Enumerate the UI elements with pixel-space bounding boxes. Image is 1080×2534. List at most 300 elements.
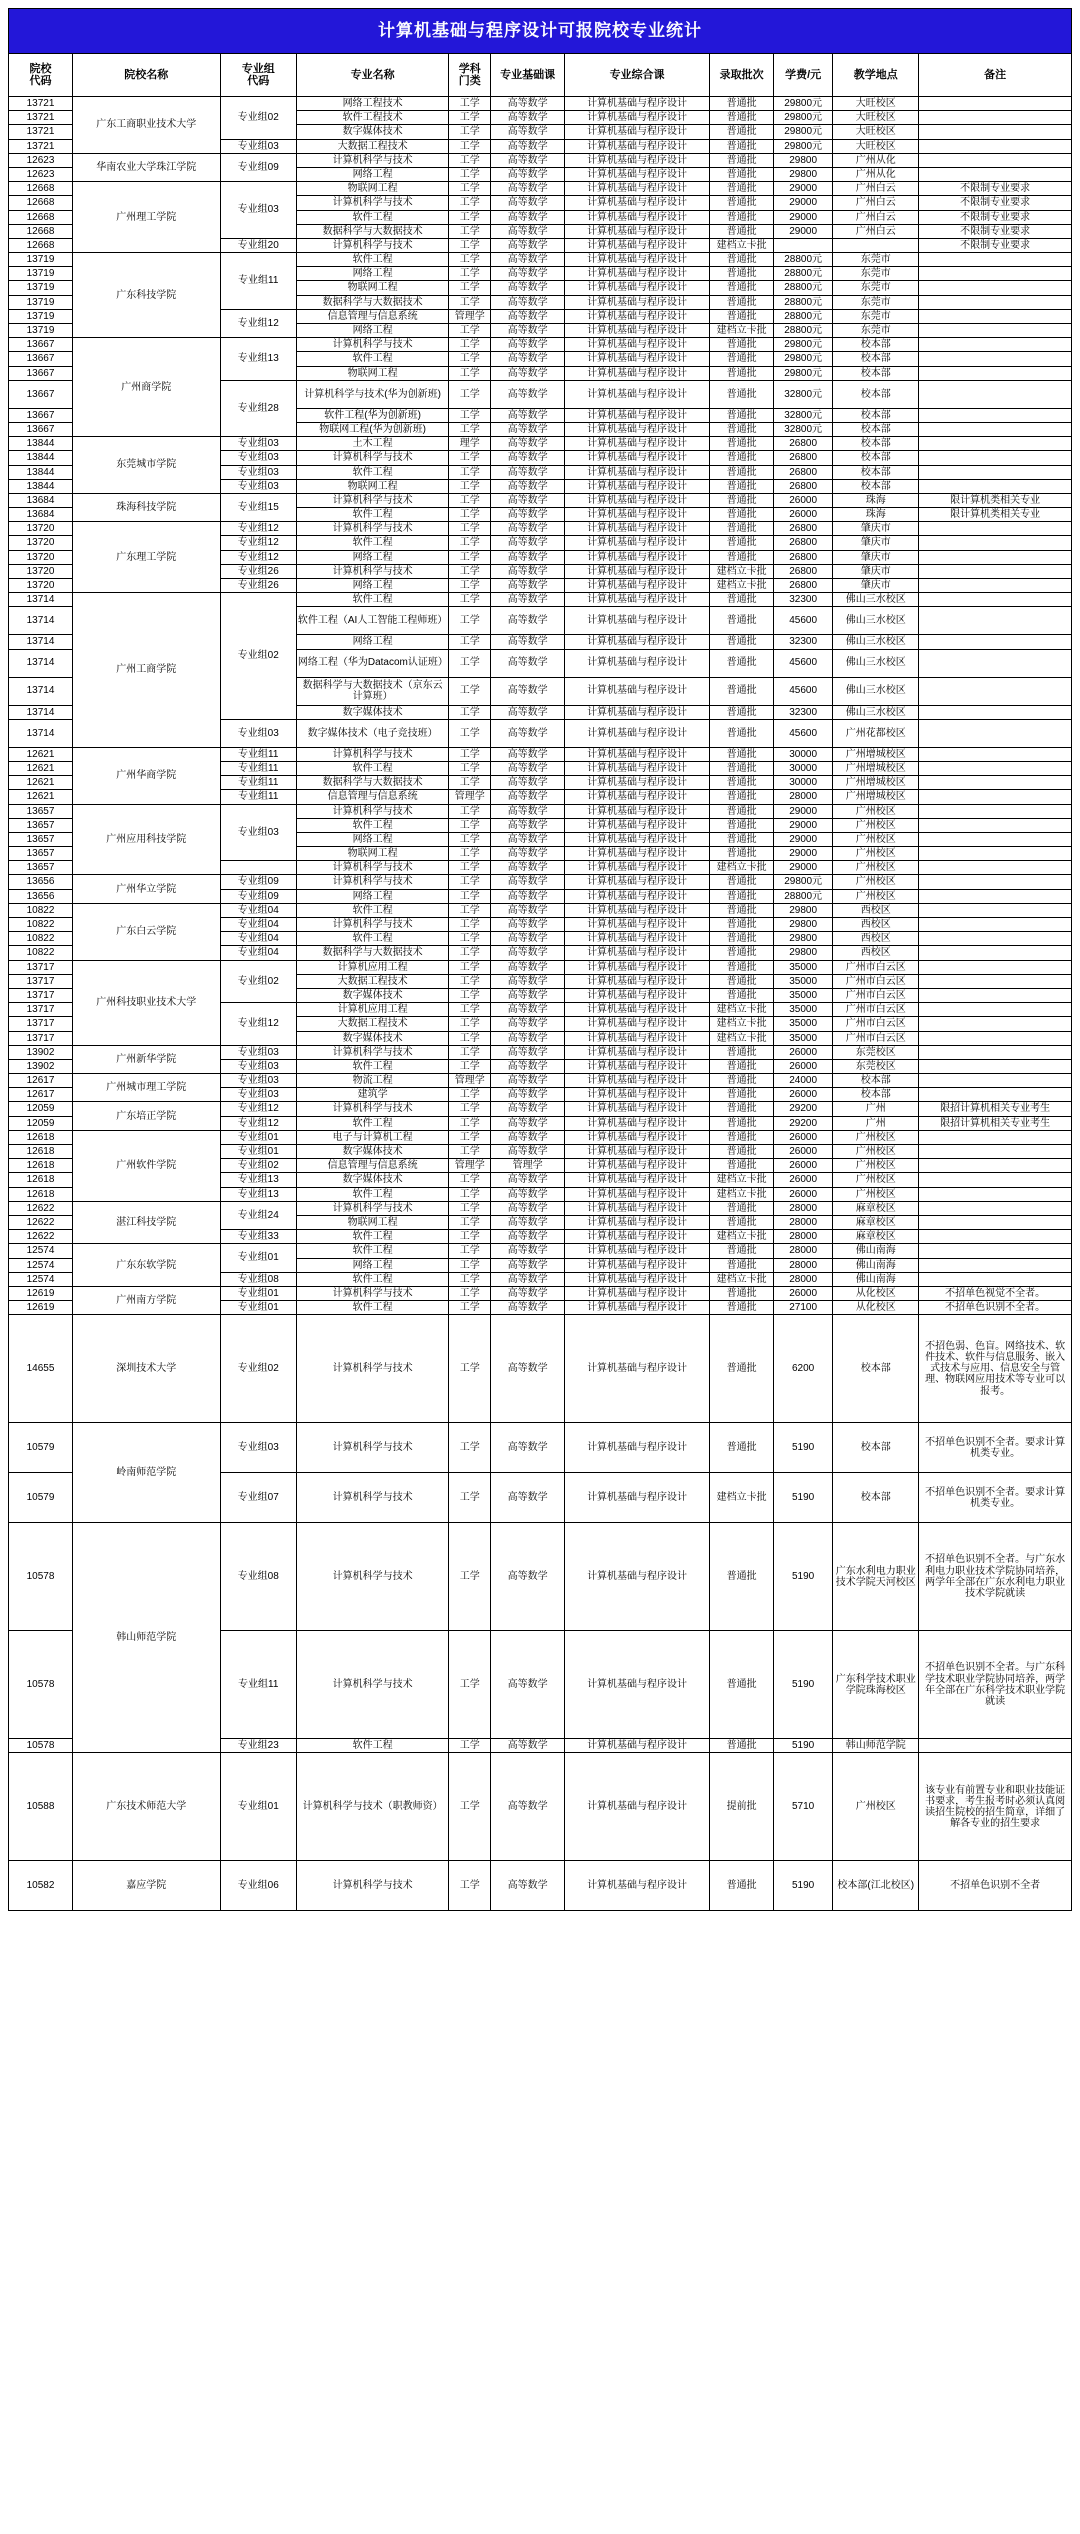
cell-major-name: 计算机科学与技术 bbox=[296, 196, 449, 210]
cell-base-course: 高等数学 bbox=[491, 267, 565, 281]
cell-admission-batch: 普通批 bbox=[710, 889, 774, 903]
cell-discipline: 工学 bbox=[449, 635, 491, 649]
cell-discipline: 工学 bbox=[449, 705, 491, 719]
cell-major-name: 数字媒体技术 bbox=[296, 1173, 449, 1187]
cell-group-code: 专业组02 bbox=[220, 1315, 296, 1423]
cell-remark bbox=[919, 776, 1072, 790]
cell-school-code: 12668 bbox=[9, 196, 73, 210]
cell-remark: 不招单色视觉不全者。 bbox=[919, 1286, 1072, 1300]
cell-base-course: 高等数学 bbox=[491, 182, 565, 196]
cell-base-course: 高等数学 bbox=[491, 1003, 565, 1017]
cell-discipline: 工学 bbox=[449, 818, 491, 832]
cell-school-code: 13684 bbox=[9, 493, 73, 507]
cell-tuition: 32800元 bbox=[774, 380, 833, 408]
cell-comprehensive-course: 计算机基础与程序设计 bbox=[564, 649, 709, 677]
cell-teaching-location: 广州校区 bbox=[833, 818, 919, 832]
cell-school-name: 广东工商职业技术大学 bbox=[72, 97, 220, 154]
cell-group-code: 专业组11 bbox=[220, 253, 296, 310]
cell-teaching-location: 麻章校区 bbox=[833, 1201, 919, 1215]
cell-major-name: 物联网工程 bbox=[296, 182, 449, 196]
table-row bbox=[9, 875, 1072, 889]
cell-remark bbox=[919, 804, 1072, 818]
cell-admission-batch: 普通批 bbox=[710, 1244, 774, 1258]
cell-remark bbox=[919, 338, 1072, 352]
cell-major-name: 网络工程 bbox=[296, 167, 449, 181]
cell-teaching-location: 广州市白云区 bbox=[833, 960, 919, 974]
cell-tuition: 29800元 bbox=[774, 338, 833, 352]
cell-group-code: 专业组04 bbox=[220, 932, 296, 946]
cell-admission-batch: 普通批 bbox=[710, 465, 774, 479]
cell-major-name: 计算机科学与技术 bbox=[296, 804, 449, 818]
cell-group-code: 专业组12 bbox=[220, 550, 296, 564]
cell-comprehensive-course: 计算机基础与程序设计 bbox=[564, 1145, 709, 1159]
cell-base-course: 高等数学 bbox=[491, 1523, 565, 1631]
cell-comprehensive-course: 计算机基础与程序设计 bbox=[564, 324, 709, 338]
cell-school-name: 广州新华学院 bbox=[72, 1045, 220, 1073]
cell-major-name: 计算机科学与技术 bbox=[296, 1523, 449, 1631]
cell-tuition: 26000 bbox=[774, 1286, 833, 1300]
cell-comprehensive-course: 计算机基础与程序设计 bbox=[564, 408, 709, 422]
table-row bbox=[9, 1201, 1072, 1215]
cell-base-course: 高等数学 bbox=[491, 875, 565, 889]
cell-group-code: 专业组12 bbox=[220, 522, 296, 536]
cell-discipline: 工学 bbox=[449, 196, 491, 210]
cell-discipline: 工学 bbox=[449, 408, 491, 422]
cell-major-name: 土木工程 bbox=[296, 437, 449, 451]
cell-remark bbox=[919, 918, 1072, 932]
cell-discipline: 工学 bbox=[449, 1130, 491, 1144]
cell-comprehensive-course: 计算机基础与程序设计 bbox=[564, 776, 709, 790]
cell-school-code: 13720 bbox=[9, 522, 73, 536]
cell-school-code: 13719 bbox=[9, 281, 73, 295]
cell-admission-batch: 普通批 bbox=[710, 847, 774, 861]
cell-base-course: 高等数学 bbox=[491, 508, 565, 522]
column-header-5: 专业基础课 bbox=[491, 54, 565, 97]
cell-school-code: 13844 bbox=[9, 465, 73, 479]
cell-major-name: 软件工程 bbox=[296, 465, 449, 479]
cell-admission-batch: 普通批 bbox=[710, 1159, 774, 1173]
cell-admission-batch: 普通批 bbox=[710, 818, 774, 832]
table-row bbox=[9, 338, 1072, 352]
column-header-2: 专业组 代码 bbox=[220, 54, 296, 97]
cell-major-name: 电子与计算机工程 bbox=[296, 1130, 449, 1144]
cell-comprehensive-course: 计算机基础与程序设计 bbox=[564, 593, 709, 607]
column-header-9: 教学地点 bbox=[833, 54, 919, 97]
cell-school-code: 10578 bbox=[9, 1631, 73, 1739]
cell-comprehensive-course: 计算机基础与程序设计 bbox=[564, 804, 709, 818]
cell-teaching-location: 东莞市 bbox=[833, 253, 919, 267]
cell-discipline: 工学 bbox=[449, 889, 491, 903]
cell-school-code: 12622 bbox=[9, 1201, 73, 1215]
cell-school-code: 13657 bbox=[9, 861, 73, 875]
cell-discipline: 工学 bbox=[449, 1145, 491, 1159]
cell-admission-batch: 普通批 bbox=[710, 153, 774, 167]
cell-admission-batch: 普通批 bbox=[710, 408, 774, 422]
cell-admission-batch: 普通批 bbox=[710, 903, 774, 917]
cell-discipline: 工学 bbox=[449, 918, 491, 932]
table-row bbox=[9, 1523, 1072, 1631]
cell-major-name: 信息管理与信息系统 bbox=[296, 1159, 449, 1173]
cell-admission-batch: 普通批 bbox=[710, 946, 774, 960]
cell-tuition: 5710 bbox=[774, 1753, 833, 1861]
cell-remark bbox=[919, 1272, 1072, 1286]
cell-comprehensive-course: 计算机基础与程序设计 bbox=[564, 903, 709, 917]
cell-comprehensive-course: 计算机基础与程序设计 bbox=[564, 1017, 709, 1031]
cell-comprehensive-course: 计算机基础与程序设计 bbox=[564, 111, 709, 125]
cell-school-name: 东莞城市学院 bbox=[72, 437, 220, 494]
cell-comprehensive-course: 计算机基础与程序设计 bbox=[564, 267, 709, 281]
cell-school-code: 13717 bbox=[9, 974, 73, 988]
cell-discipline: 工学 bbox=[449, 1423, 491, 1473]
cell-school-code: 10822 bbox=[9, 903, 73, 917]
cell-group-code bbox=[220, 861, 296, 875]
cell-base-course: 高等数学 bbox=[491, 1258, 565, 1272]
cell-tuition: 28800元 bbox=[774, 309, 833, 323]
cell-group-code: 专业组03 bbox=[220, 1059, 296, 1073]
cell-tuition: 29000 bbox=[774, 804, 833, 818]
cell-school-code: 12623 bbox=[9, 167, 73, 181]
cell-teaching-location: 广州市白云区 bbox=[833, 1003, 919, 1017]
cell-group-code: 专业组33 bbox=[220, 1230, 296, 1244]
cell-base-course: 高等数学 bbox=[491, 818, 565, 832]
cell-school-code: 13720 bbox=[9, 564, 73, 578]
cell-admission-batch: 普通批 bbox=[710, 804, 774, 818]
cell-major-name: 网络工程 bbox=[296, 267, 449, 281]
cell-major-name: 软件工程(华为创新班) bbox=[296, 408, 449, 422]
cell-comprehensive-course: 计算机基础与程序设计 bbox=[564, 1116, 709, 1130]
cell-major-name: 计算机科学与技术 bbox=[296, 522, 449, 536]
column-header-1: 院校名称 bbox=[72, 54, 220, 97]
cell-admission-batch: 普通批 bbox=[710, 607, 774, 635]
cell-group-code: 专业组08 bbox=[220, 1272, 296, 1286]
cell-teaching-location: 珠海 bbox=[833, 508, 919, 522]
cell-discipline: 工学 bbox=[449, 579, 491, 593]
cell-remark: 不限制专业要求 bbox=[919, 210, 1072, 224]
cell-major-name: 大数据工程技术 bbox=[296, 139, 449, 153]
cell-comprehensive-course: 计算机基础与程序设计 bbox=[564, 508, 709, 522]
cell-base-course: 高等数学 bbox=[491, 522, 565, 536]
cell-comprehensive-course: 计算机基础与程序设计 bbox=[564, 295, 709, 309]
cell-base-course: 高等数学 bbox=[491, 437, 565, 451]
cell-teaching-location: 从化校区 bbox=[833, 1286, 919, 1300]
cell-school-code: 12618 bbox=[9, 1159, 73, 1173]
cell-discipline: 工学 bbox=[449, 1201, 491, 1215]
cell-discipline: 工学 bbox=[449, 1215, 491, 1229]
cell-school-code: 13657 bbox=[9, 818, 73, 832]
cell-major-name: 网络工程 bbox=[296, 579, 449, 593]
cell-tuition: 26800 bbox=[774, 550, 833, 564]
cell-major-name: 软件工程 bbox=[296, 253, 449, 267]
cell-remark: 不限制专业要求 bbox=[919, 182, 1072, 196]
cell-admission-batch: 普通批 bbox=[710, 125, 774, 139]
cell-tuition: 29800元 bbox=[774, 125, 833, 139]
table-row bbox=[9, 97, 1072, 111]
cell-base-course: 高等数学 bbox=[491, 1187, 565, 1201]
cell-tuition: 29800元 bbox=[774, 139, 833, 153]
cell-teaching-location: 广州市白云区 bbox=[833, 974, 919, 988]
cell-major-name: 数字媒体技术 bbox=[296, 1145, 449, 1159]
cell-tuition: 45600 bbox=[774, 649, 833, 677]
cell-school-code: 13684 bbox=[9, 508, 73, 522]
cell-remark bbox=[919, 309, 1072, 323]
cell-school-name: 华南农业大学珠江学院 bbox=[72, 153, 220, 181]
cell-comprehensive-course: 计算机基础与程序设计 bbox=[564, 1473, 709, 1523]
cell-major-name: 软件工程 bbox=[296, 761, 449, 775]
cell-base-course: 高等数学 bbox=[491, 210, 565, 224]
cell-discipline: 工学 bbox=[449, 1861, 491, 1911]
cell-school-code: 13714 bbox=[9, 649, 73, 677]
cell-remark bbox=[919, 366, 1072, 380]
cell-tuition: 28000 bbox=[774, 790, 833, 804]
cell-teaching-location: 广州校区 bbox=[833, 889, 919, 903]
cell-remark bbox=[919, 422, 1072, 436]
cell-admission-batch: 普通批 bbox=[710, 918, 774, 932]
cell-tuition: 26800 bbox=[774, 536, 833, 550]
cell-group-code: 专业组13 bbox=[220, 1173, 296, 1187]
cell-teaching-location: 广州白云 bbox=[833, 196, 919, 210]
cell-remark bbox=[919, 974, 1072, 988]
cell-teaching-location: 广州花都校区 bbox=[833, 719, 919, 747]
cell-comprehensive-course: 计算机基础与程序设计 bbox=[564, 1423, 709, 1473]
cell-base-course: 高等数学 bbox=[491, 1215, 565, 1229]
cell-admission-batch: 普通批 bbox=[710, 705, 774, 719]
cell-major-name: 计算机科学与技术 bbox=[296, 1473, 449, 1523]
cell-admission-batch: 普通批 bbox=[710, 493, 774, 507]
cell-discipline: 工学 bbox=[449, 1173, 491, 1187]
cell-group-code: 专业组02 bbox=[220, 593, 296, 720]
cell-remark bbox=[919, 889, 1072, 903]
cell-admission-batch: 普通批 bbox=[710, 1130, 774, 1144]
cell-school-code: 12619 bbox=[9, 1286, 73, 1300]
cell-comprehensive-course: 计算机基础与程序设计 bbox=[564, 564, 709, 578]
cell-discipline: 工学 bbox=[449, 875, 491, 889]
cell-discipline: 工学 bbox=[449, 153, 491, 167]
cell-discipline: 工学 bbox=[449, 1017, 491, 1031]
cell-group-code: 专业组02 bbox=[220, 97, 296, 140]
cell-teaching-location: 韩山师范学院 bbox=[833, 1739, 919, 1753]
cell-base-course: 高等数学 bbox=[491, 677, 565, 705]
cell-tuition: 6200 bbox=[774, 1315, 833, 1423]
cell-teaching-location: 东莞市 bbox=[833, 281, 919, 295]
cell-teaching-location: 广州校区 bbox=[833, 861, 919, 875]
cell-school-code: 13667 bbox=[9, 408, 73, 422]
cell-remark bbox=[919, 1230, 1072, 1244]
cell-base-course: 高等数学 bbox=[491, 719, 565, 747]
table-row bbox=[9, 182, 1072, 196]
cell-teaching-location: 广州校区 bbox=[833, 804, 919, 818]
table-row bbox=[9, 522, 1072, 536]
cell-tuition: 26000 bbox=[774, 1145, 833, 1159]
cell-group-code: 专业组03 bbox=[220, 139, 296, 153]
cell-base-course: 高等数学 bbox=[491, 1301, 565, 1315]
cell-tuition: 5190 bbox=[774, 1473, 833, 1523]
cell-group-code: 专业组03 bbox=[220, 479, 296, 493]
cell-tuition: 35000 bbox=[774, 974, 833, 988]
cell-base-course: 高等数学 bbox=[491, 1116, 565, 1130]
cell-group-code: 专业组26 bbox=[220, 564, 296, 578]
cell-school-code: 12622 bbox=[9, 1215, 73, 1229]
cell-school-code: 12668 bbox=[9, 238, 73, 252]
cell-base-course: 高等数学 bbox=[491, 1753, 565, 1861]
cell-admission-batch: 普通批 bbox=[710, 224, 774, 238]
table-title: 计算机基础与程序设计可报院校专业统计 bbox=[9, 9, 1072, 54]
cell-major-name: 计算机科学与技术 bbox=[296, 1631, 449, 1739]
cell-tuition: 29800元 bbox=[774, 352, 833, 366]
cell-admission-batch: 建档立卡批 bbox=[710, 1272, 774, 1286]
cell-discipline: 工学 bbox=[449, 522, 491, 536]
cell-remark bbox=[919, 960, 1072, 974]
cell-school-name: 广东技术师范大学 bbox=[72, 1753, 220, 1861]
cell-group-code: 专业组09 bbox=[220, 889, 296, 903]
cell-remark bbox=[919, 536, 1072, 550]
cell-group-code: 专业组12 bbox=[220, 1102, 296, 1116]
cell-group-code: 专业组03 bbox=[220, 1074, 296, 1088]
cell-school-name: 广州城市理工学院 bbox=[72, 1074, 220, 1102]
cell-major-name: 计算机科学与技术 bbox=[296, 1045, 449, 1059]
column-header-7: 录取批次 bbox=[710, 54, 774, 97]
cell-tuition: 29000 bbox=[774, 861, 833, 875]
cell-school-code: 10588 bbox=[9, 1753, 73, 1861]
cell-remark: 不限制专业要求 bbox=[919, 196, 1072, 210]
cell-remark: 限招计算机相关专业考生 bbox=[919, 1102, 1072, 1116]
cell-school-code: 13667 bbox=[9, 338, 73, 352]
column-header-4: 学科 门类 bbox=[449, 54, 491, 97]
cell-teaching-location: 广州市白云区 bbox=[833, 1031, 919, 1045]
cell-tuition: 29800 bbox=[774, 153, 833, 167]
cell-base-course: 高等数学 bbox=[491, 281, 565, 295]
cell-tuition: 5190 bbox=[774, 1523, 833, 1631]
cell-group-code: 专业组09 bbox=[220, 153, 296, 181]
cell-base-course: 高等数学 bbox=[491, 649, 565, 677]
cell-major-name: 网络工程 bbox=[296, 832, 449, 846]
cell-tuition: 28000 bbox=[774, 1244, 833, 1258]
cell-school-code: 12059 bbox=[9, 1102, 73, 1116]
cell-school-name: 广州华立学院 bbox=[72, 875, 220, 903]
cell-comprehensive-course: 计算机基础与程序设计 bbox=[564, 818, 709, 832]
cell-group-code: 专业组07 bbox=[220, 1473, 296, 1523]
cell-tuition: 26000 bbox=[774, 493, 833, 507]
cell-tuition: 30000 bbox=[774, 761, 833, 775]
cell-teaching-location: 肇庆市 bbox=[833, 536, 919, 550]
table-row bbox=[9, 437, 1072, 451]
cell-discipline: 管理学 bbox=[449, 1159, 491, 1173]
cell-base-course: 高等数学 bbox=[491, 903, 565, 917]
cell-teaching-location: 广州 bbox=[833, 1116, 919, 1130]
cell-tuition: 26000 bbox=[774, 1187, 833, 1201]
cell-base-course: 高等数学 bbox=[491, 988, 565, 1002]
cell-remark bbox=[919, 522, 1072, 536]
cell-school-code: 12574 bbox=[9, 1272, 73, 1286]
cell-remark bbox=[919, 1244, 1072, 1258]
cell-base-course: 高等数学 bbox=[491, 1201, 565, 1215]
cell-base-course: 高等数学 bbox=[491, 747, 565, 761]
cell-tuition: 32300 bbox=[774, 635, 833, 649]
cell-base-course: 高等数学 bbox=[491, 153, 565, 167]
cell-discipline: 工学 bbox=[449, 1258, 491, 1272]
cell-major-name: 物联网工程 bbox=[296, 1215, 449, 1229]
cell-remark bbox=[919, 635, 1072, 649]
cell-school-code: 12618 bbox=[9, 1130, 73, 1144]
cell-major-name: 大数据工程技术 bbox=[296, 1017, 449, 1031]
cell-remark bbox=[919, 677, 1072, 705]
cell-base-course: 高等数学 bbox=[491, 960, 565, 974]
cell-discipline: 工学 bbox=[449, 182, 491, 196]
cell-base-course: 高等数学 bbox=[491, 932, 565, 946]
cell-tuition: 30000 bbox=[774, 747, 833, 761]
cell-school-code: 13721 bbox=[9, 111, 73, 125]
cell-teaching-location: 校本部 bbox=[833, 352, 919, 366]
cell-major-name: 数字媒体技术 bbox=[296, 705, 449, 719]
cell-tuition: 26800 bbox=[774, 465, 833, 479]
cell-comprehensive-course: 计算机基础与程序设计 bbox=[564, 719, 709, 747]
cell-tuition: 28800元 bbox=[774, 889, 833, 903]
cell-group-code: 专业组01 bbox=[220, 1130, 296, 1144]
cell-school-name: 广东理工学院 bbox=[72, 522, 220, 593]
cell-remark: 不招单色识别不全者。与广东科学技术职业学院协同培养，两学年全部在广东科学技术职业学院就读 bbox=[919, 1631, 1072, 1739]
cell-comprehensive-course: 计算机基础与程序设计 bbox=[564, 338, 709, 352]
cell-admission-batch: 建档立卡批 bbox=[710, 564, 774, 578]
cell-school-code: 10578 bbox=[9, 1523, 73, 1631]
cell-major-name: 软件工程 bbox=[296, 593, 449, 607]
cell-discipline: 管理学 bbox=[449, 1074, 491, 1088]
cell-school-code: 10578 bbox=[9, 1739, 73, 1753]
cell-comprehensive-course: 计算机基础与程序设计 bbox=[564, 210, 709, 224]
cell-remark bbox=[919, 295, 1072, 309]
cell-discipline: 工学 bbox=[449, 1230, 491, 1244]
cell-remark: 不招单色识别不全者。与广东水利电力职业技术学院协同培养，两学年全部在广东水利电力职业技术学院就读 bbox=[919, 1523, 1072, 1631]
cell-remark bbox=[919, 1215, 1072, 1229]
cell-comprehensive-course: 计算机基础与程序设计 bbox=[564, 1301, 709, 1315]
cell-comprehensive-course: 计算机基础与程序设计 bbox=[564, 437, 709, 451]
cell-remark bbox=[919, 408, 1072, 422]
cell-teaching-location: 东莞市 bbox=[833, 324, 919, 338]
cell-discipline: 工学 bbox=[449, 253, 491, 267]
cell-comprehensive-course: 计算机基础与程序设计 bbox=[564, 1059, 709, 1073]
cell-discipline: 工学 bbox=[449, 210, 491, 224]
cell-base-course: 高等数学 bbox=[491, 338, 565, 352]
cell-teaching-location: 校本部 bbox=[833, 408, 919, 422]
cell-teaching-location: 校本部 bbox=[833, 437, 919, 451]
cell-remark bbox=[919, 550, 1072, 564]
cell-teaching-location: 广州 bbox=[833, 1102, 919, 1116]
cell-tuition: 29800元 bbox=[774, 875, 833, 889]
cell-group-code: 专业组04 bbox=[220, 918, 296, 932]
cell-admission-batch: 普通批 bbox=[710, 167, 774, 181]
cell-base-course: 高等数学 bbox=[491, 493, 565, 507]
cell-major-name: 计算机科学与技术 bbox=[296, 875, 449, 889]
cell-major-name: 计算机科学与技术 bbox=[296, 1861, 449, 1911]
cell-group-code: 专业组15 bbox=[220, 493, 296, 521]
cell-discipline: 工学 bbox=[449, 1244, 491, 1258]
cell-admission-batch: 普通批 bbox=[710, 974, 774, 988]
cell-school-code: 10822 bbox=[9, 946, 73, 960]
cell-major-name: 数据科学与大数据技术 bbox=[296, 224, 449, 238]
cell-school-name: 广州软件学院 bbox=[72, 1130, 220, 1201]
cell-school-code: 12617 bbox=[9, 1074, 73, 1088]
cell-school-code: 12623 bbox=[9, 153, 73, 167]
cell-group-code: 专业组01 bbox=[220, 1145, 296, 1159]
cell-discipline: 工学 bbox=[449, 649, 491, 677]
cell-discipline: 工学 bbox=[449, 1739, 491, 1753]
cell-remark bbox=[919, 747, 1072, 761]
cell-comprehensive-course: 计算机基础与程序设计 bbox=[564, 125, 709, 139]
table-row bbox=[9, 1861, 1072, 1911]
cell-base-course: 高等数学 bbox=[491, 1861, 565, 1911]
cell-comprehensive-course: 计算机基础与程序设计 bbox=[564, 1130, 709, 1144]
cell-group-code: 专业组03 bbox=[220, 1045, 296, 1059]
cell-base-course: 高等数学 bbox=[491, 1423, 565, 1473]
cell-teaching-location: 校本部 bbox=[833, 1315, 919, 1423]
